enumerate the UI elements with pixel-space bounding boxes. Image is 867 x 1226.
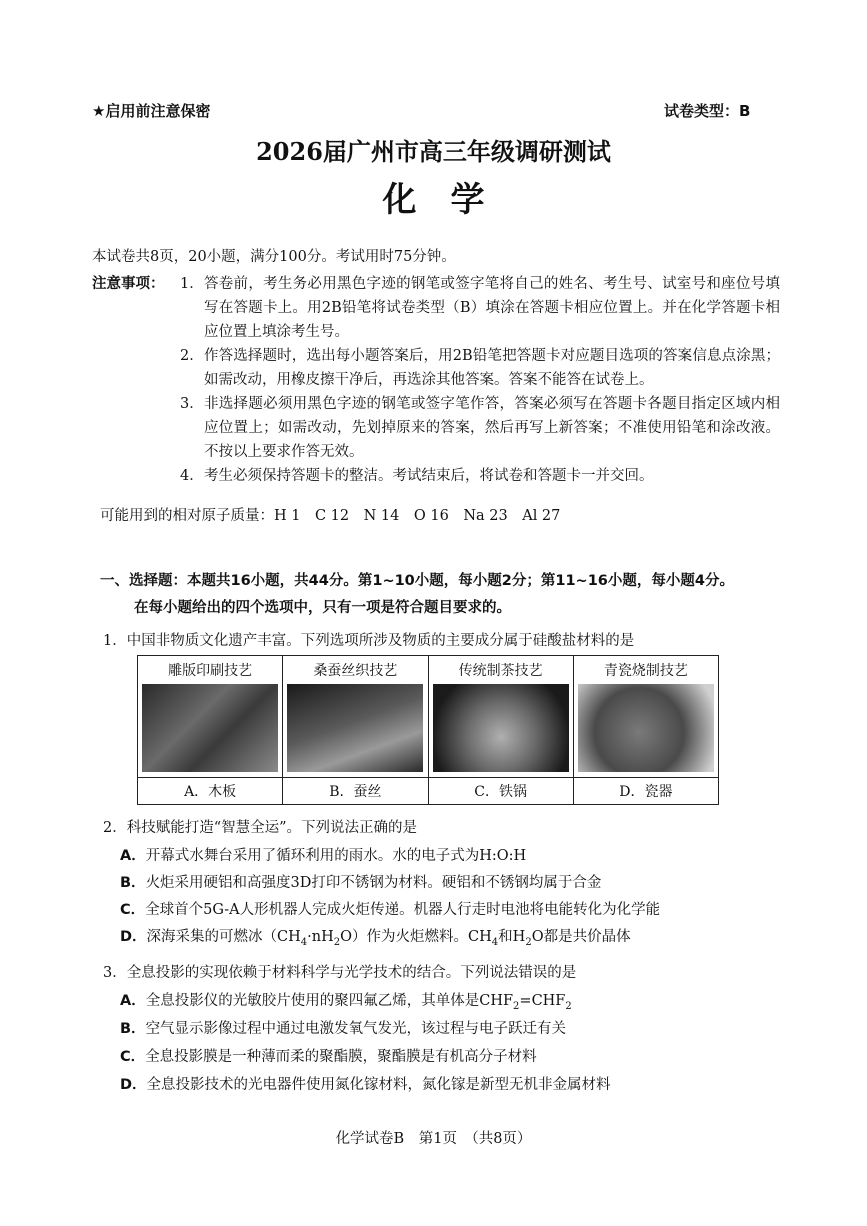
- section-heading-text: 一、选择题：本题共16小题，共44分。第1~10小题，每小题2分；第11~16小题，每小题4分。: [100, 573, 734, 589]
- question-3-stem: 3．全息投影的实现依赖于材料科学与光学技术的结合。下列说法错误的是: [103, 965, 577, 981]
- q1-option-b: B．蚕丝: [283, 778, 428, 805]
- option-text: 全息投影仪的光敏胶片使用的聚四氟乙烯，其单体是$CHF_2=CHF_2$: [145, 993, 572, 1012]
- notice-item: [180, 464, 780, 488]
- q1-cell-a: [138, 656, 283, 778]
- notice-item-text: 考生必须保持答题卡的整洁。考试结束后，将试卷和答题卡一并交回。: [204, 468, 654, 484]
- notice-item: [180, 344, 780, 392]
- notice-item: [180, 272, 780, 344]
- notice-list: [180, 272, 780, 488]
- tea-making-photo: [433, 684, 569, 772]
- q3-option-d: [120, 1073, 611, 1097]
- exam-intro: 本试卷共8页，20小题，满分100分。考试用时75分钟。: [92, 249, 456, 265]
- q2-option-a: [120, 844, 526, 868]
- option-label: C．: [120, 1049, 146, 1065]
- subject-title: 化 学: [382, 180, 485, 220]
- option-text: 深海采集的可燃冰$(CH_4\cdot nH_2O)$作为火炬燃料。$CH_4$和$H_2O$都是共价晶体: [146, 929, 631, 948]
- q2-option-c: [120, 898, 660, 922]
- q2-option-b: [120, 871, 601, 895]
- question-2-stem: 2．科技赋能打造“智慧全运”。下列说法正确的是: [103, 820, 418, 836]
- notice-item-number: 2．: [180, 348, 204, 364]
- q1-cell-title: 桑蚕丝织技艺: [313, 662, 398, 679]
- celadon-firing-photo: [578, 684, 714, 772]
- notice-item-text: 非选择题必须用黑色字迹的钢笔或签字笔作答，答案必须写在答题卡各题目指定区域内相应位置上；如需改动，先划掉原来的答案，然后再写上新答案；不准使用铅笔和涂改液。不按以上要求作答无效。: [204, 396, 780, 460]
- confidential-notice: ★启用前注意保密: [92, 102, 211, 120]
- option-label: A．: [120, 993, 146, 1009]
- q1-option-c: C．铁锅: [428, 778, 573, 805]
- question-1-image-table: [137, 655, 719, 805]
- q1-cell-title: 青瓷烧制技艺: [603, 662, 688, 679]
- notice-item-text: 作答选择题时，选出每小题答案后，用2B铅笔把答题卡对应题目选项的答案信息点涂黑；如需改动，用橡皮擦干净后，再选涂其他答案。答案不能答在试卷上。: [204, 348, 780, 388]
- option-text: 空气显示影像过程中通过电激发氧气发光，该过程与电子跃迁有关: [145, 1021, 567, 1037]
- notice-item-number: 4．: [180, 468, 204, 484]
- notice-item: [180, 392, 780, 464]
- section-instruction: 在每小题给出的四个选项中，只有一项是符合题目要求的。: [134, 600, 511, 616]
- section-heading: [100, 569, 734, 593]
- option-text: 火炬采用硬铝和高强度3D打印不锈钢为材料。硬铝和不锈钢均属于合金: [145, 875, 602, 891]
- option-label: B．: [120, 875, 146, 891]
- notice-item-number: 3．: [180, 396, 204, 412]
- option-text: 全球首个5G-A人形机器人完成火炬传递。机器人行走时电池将电能转化为化学能: [145, 902, 661, 918]
- silk-weaving-photo: [287, 684, 423, 772]
- q1-option-d: D．瓷器: [573, 778, 718, 805]
- option-text: 开幕式水舞台采用了循环利用的雨水。水的电子式为H:O:H: [145, 848, 527, 864]
- exam-title: 2026届广州市高三年级调研测试: [256, 137, 611, 166]
- notice-label: 注意事项：: [92, 276, 165, 292]
- q3-option-a: [120, 989, 572, 1019]
- q3-option-b: [120, 1017, 566, 1041]
- q1-option-a: A．木板: [138, 778, 283, 805]
- q1-cell-d: [573, 656, 718, 778]
- q1-cell-title: 传统制茶技艺: [458, 662, 543, 679]
- option-label: A．: [120, 848, 146, 864]
- notice-item-text: 答卷前，考生务必用黑色字迹的钢笔或签字笔将自己的姓名、考生号、试室号和座位号填写在答题卡上。用2B铅笔将试卷类型（B）填涂在答题卡相应位置上。并在化学答题卡相应位置上填涂考生号。: [204, 276, 780, 340]
- atomic-mass-line: 可能用到的相对原子质量：H 1 C 12 N 14 O 16 Na 23 Al 27: [100, 508, 561, 524]
- q1-cell-b: [283, 656, 428, 778]
- q1-cell-c: [428, 656, 573, 778]
- option-text: 全息投影技术的光电器件使用氮化镓材料，氮化镓是新型无机非金属材料: [146, 1077, 611, 1093]
- notice-item-number: 1．: [180, 276, 204, 292]
- option-label: D．: [120, 1077, 147, 1093]
- q2-option-d: [120, 925, 631, 955]
- question-1-stem: 1．中国非物质文化遗产丰富。下列选项所涉及物质的主要成分属于硅酸盐材料的是: [103, 633, 635, 649]
- option-label: D．: [120, 929, 147, 945]
- woodblock-printing-photo: [142, 684, 278, 772]
- option-label: B．: [120, 1021, 146, 1037]
- page-footer: 化学试卷B 第1页 （共8页）: [335, 1131, 532, 1147]
- q3-option-c: [120, 1045, 537, 1069]
- option-label: C．: [120, 902, 146, 918]
- paper-type: 试卷类型：B: [664, 102, 751, 120]
- q1-cell-title: 雕版印刷技艺: [168, 662, 253, 679]
- option-text: 全息投影膜是一种薄而柔的聚酯膜，聚酯膜是有机高分子材料: [145, 1049, 537, 1065]
